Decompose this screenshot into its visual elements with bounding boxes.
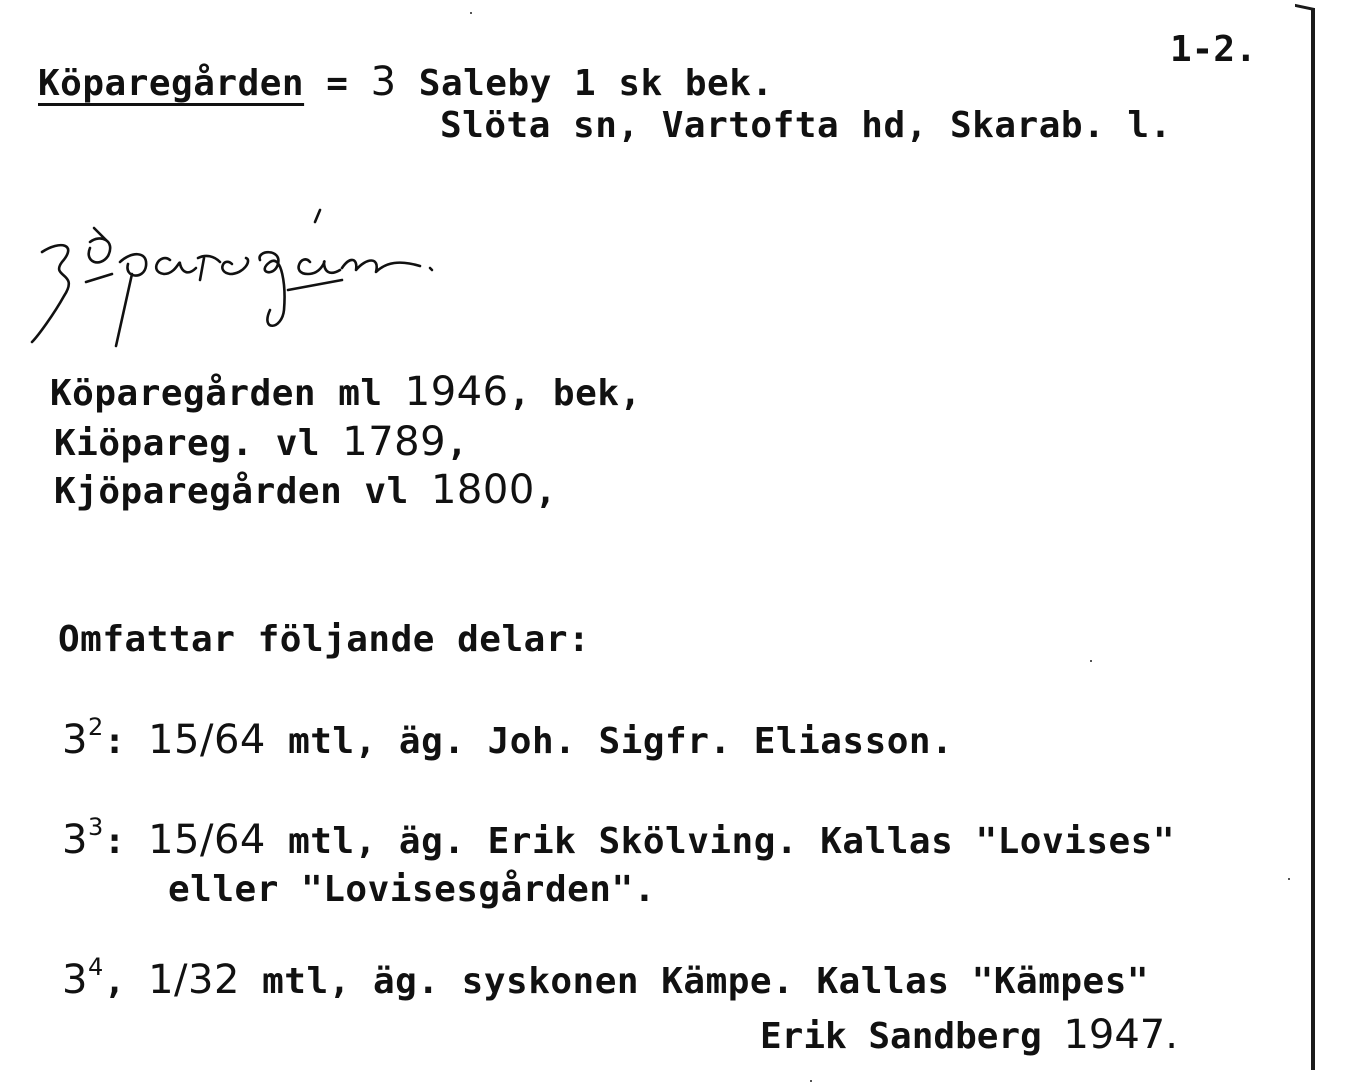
historical-form-suffix: , bek, xyxy=(508,373,642,414)
part-3-3 xyxy=(62,813,1176,865)
heading-line xyxy=(38,59,774,105)
part-separator: : xyxy=(103,721,126,762)
part-description: mtl, äg. syskonen Kämpe. Kallas "Kämpes" xyxy=(239,961,1150,1002)
signature-year: 1947. xyxy=(1063,1012,1178,1058)
historical-form-text: Köparegården ml xyxy=(50,373,405,414)
handwritten-pronunciation xyxy=(20,200,540,360)
scan-speck xyxy=(1288,878,1290,880)
historical-form-suffix: , xyxy=(446,423,469,464)
historical-form-text: Kiöpareg. vl xyxy=(54,423,343,464)
scan-speck xyxy=(1090,660,1092,662)
part-3-2 xyxy=(62,713,954,765)
card-right-edge xyxy=(1311,8,1315,1070)
historical-form-3 xyxy=(54,467,557,513)
part-number: 3 xyxy=(62,957,88,1003)
location-line: Slöta sn, Vartofta hd, Skarab. l. xyxy=(440,105,1172,146)
historical-form-1 xyxy=(50,369,642,415)
place-name: Köparegården xyxy=(38,63,305,104)
part-description: mtl, äg. Joh. Sigfr. Eliasson. xyxy=(265,721,954,762)
part-superscript: 2 xyxy=(87,713,104,741)
historical-form-year: 1800 xyxy=(430,467,535,513)
part-share: 15/64 xyxy=(148,817,266,863)
scan-speck xyxy=(810,1080,812,1082)
homestead-number: 3 xyxy=(370,59,397,105)
part-separator: : xyxy=(103,821,126,862)
part-separator: , xyxy=(103,961,126,1002)
part-number: 3 xyxy=(62,717,88,763)
scan-speck xyxy=(470,12,472,14)
historical-form-2 xyxy=(54,419,469,465)
signature-name: Erik Sandberg xyxy=(760,1016,1064,1057)
equals-sign: = xyxy=(326,63,371,104)
part-3-3-continued: eller "Lovisesgården". xyxy=(168,869,656,910)
historical-form-year: 1789 xyxy=(342,419,447,465)
heading-rest: Saleby 1 sk bek. xyxy=(396,63,774,104)
parts-heading: Omfattar följande delar: xyxy=(58,619,591,660)
signature xyxy=(760,1012,1178,1058)
historical-form-year: 1946 xyxy=(404,369,509,415)
part-3-4 xyxy=(62,953,1150,1005)
historical-form-text: Kjöparegården vl xyxy=(54,471,431,512)
part-share: 1/32 xyxy=(148,957,240,1003)
part-number: 3 xyxy=(62,817,88,863)
part-superscript: 3 xyxy=(87,813,104,841)
part-share: 15/64 xyxy=(148,717,266,763)
page-number: 1-2. xyxy=(1170,29,1257,70)
part-superscript: 4 xyxy=(87,953,104,981)
historical-form-suffix: , xyxy=(534,471,557,512)
part-description: mtl, äg. Erik Skölving. Kallas "Lovises" xyxy=(265,821,1176,862)
